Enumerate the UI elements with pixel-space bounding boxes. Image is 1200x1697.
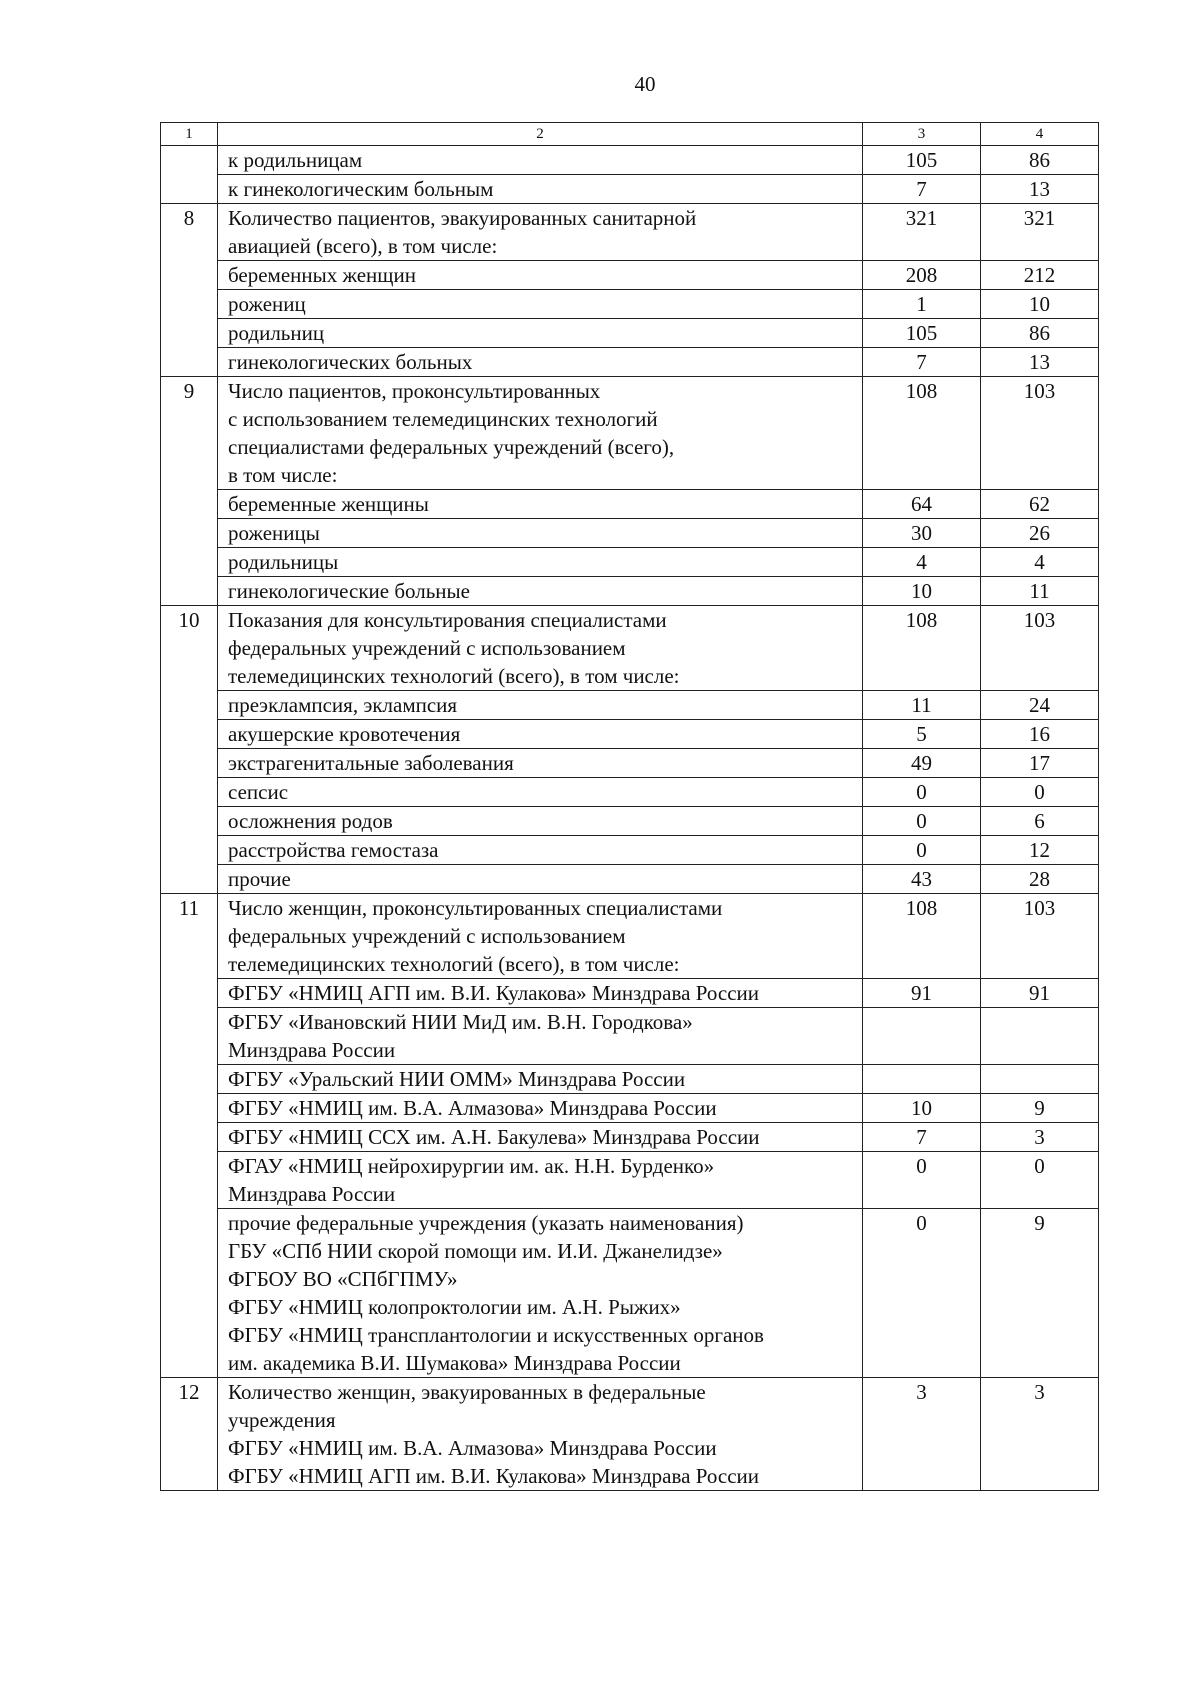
value-column-3: 30 [863,519,981,548]
value-column-4: 86 [981,146,1099,175]
row-label-line: ФГБУ «Уральский НИИ ОММ» Минздрава России [228,1067,686,1091]
value-column-4: 24 [981,691,1099,720]
row-label [218,577,863,606]
row-label-line: в том числе: [228,463,338,487]
row-label-line: преэклампсия, эклампсия [228,693,458,717]
value-column-3: 321 [863,204,981,261]
row-label [218,1152,863,1209]
row-label [218,836,863,865]
table-row [161,490,1099,519]
row-label-line: роженицы [228,521,320,545]
value-column-3: 0 [863,1209,981,1378]
statistics-table [160,122,1099,1491]
row-label [218,261,863,290]
row-label-line: осложнения родов [228,809,393,833]
value-column-3: 7 [863,348,981,377]
table-row [161,577,1099,606]
table-row [161,348,1099,377]
value-column-3: 64 [863,490,981,519]
value-column-3: 3 [863,1378,981,1491]
row-label-line: сепсис [228,780,289,804]
row-number: 11 [161,894,218,1378]
row-label-line: телемедицинских технологий (всего), в том числе: [228,664,680,688]
value-column-3: 208 [863,261,981,290]
value-column-3: 10 [863,1094,981,1123]
value-column-4: 26 [981,519,1099,548]
row-label-line: специалистами федеральных учреждений (всего), [228,435,675,459]
value-column-4: 4 [981,548,1099,577]
table-row [161,319,1099,348]
value-column-3: 49 [863,749,981,778]
value-column-3: 43 [863,865,981,894]
table-row [161,778,1099,807]
row-label [218,490,863,519]
row-label-line: гинекологических больных [228,350,473,374]
value-column-3: 1 [863,290,981,319]
row-label [218,519,863,548]
value-column-4: 9 [981,1094,1099,1123]
row-label [218,319,863,348]
value-column-4: 17 [981,749,1099,778]
value-column-3: 91 [863,979,981,1008]
value-column-4: 103 [981,377,1099,490]
row-label-line: прочие федеральные учреждения (указать наименования) [228,1211,744,1235]
column-number-row [161,123,1099,146]
value-column-4: 9 [981,1209,1099,1378]
row-number: 10 [161,606,218,894]
value-column-4: 10 [981,290,1099,319]
value-column-4: 11 [981,577,1099,606]
row-label-line: ФГБУ «НМИЦ трансплантологии и искусственных органов [228,1323,764,1347]
row-label-line: Количество пациентов, эвакуированных санитарной [228,206,697,230]
value-column-4: 103 [981,606,1099,691]
row-label-line: акушерские кровотечения [228,722,461,746]
value-column-3: 7 [863,175,981,204]
row-label [218,290,863,319]
value-column-3: 0 [863,836,981,865]
table-row [161,606,1099,691]
value-column-3: 7 [863,1123,981,1152]
value-column-3: 105 [863,319,981,348]
row-label-line: Минздрава России [228,1182,396,1206]
row-label [218,1094,863,1123]
value-column-3: 108 [863,377,981,490]
row-label-line: ФГБУ «НМИЦ им. В.А. Алмазова» Минздрава России [228,1096,717,1120]
row-number [161,146,218,204]
row-label-line: ФГАУ «НМИЦ нейрохирургии им. ак. Н.Н. Бурденко» [228,1154,715,1178]
value-column-3: 11 [863,691,981,720]
row-label-line: ФГБУ «НМИЦ колопроктологии им. А.Н. Рыжих» [228,1295,681,1319]
row-label-line: ФГБУ «НМИЦ им. В.А. Алмазова» Минздрава России [228,1436,717,1460]
value-column-4 [981,1065,1099,1094]
value-column-4: 6 [981,807,1099,836]
table-row [161,146,1099,175]
row-label [218,377,863,490]
table-row [161,1152,1099,1209]
row-label [218,175,863,204]
table-row [161,691,1099,720]
table-row [161,377,1099,490]
row-number: 8 [161,204,218,377]
table-row [161,865,1099,894]
row-label [218,778,863,807]
row-label-line: экстрагенитальные заболевания [228,751,514,775]
value-column-3 [863,1008,981,1065]
column-number-3: 3 [863,123,981,146]
table-row [161,979,1099,1008]
table-row [161,548,1099,577]
table-row [161,749,1099,778]
row-label-line: Число женщин, проконсультированных специалистами [228,896,723,920]
row-label [218,606,863,691]
row-label-line: ФГБОУ ВО «СПбГПМУ» [228,1267,458,1291]
row-label-line: федеральных учреждений с использованием [228,924,626,948]
value-column-3: 0 [863,1152,981,1209]
value-column-3: 105 [863,146,981,175]
row-label-line: беременных женщин [228,263,416,287]
row-label-line: ФГБУ «НМИЦ АГП им. В.И. Кулакова» Минздрава России [228,981,759,1005]
column-number-1: 1 [161,123,218,146]
value-column-3: 5 [863,720,981,749]
row-label-line: ФГБУ «НМИЦ ССХ им. А.Н. Бакулева» Минздрава России [228,1125,760,1149]
table-row [161,1209,1099,1378]
value-column-3: 4 [863,548,981,577]
value-column-4: 13 [981,348,1099,377]
row-label-line: ГБУ «СПб НИИ скорой помощи им. И.И. Джанелидзе» [228,1239,723,1263]
row-label [218,1378,863,1491]
row-label [218,146,863,175]
row-label [218,749,863,778]
column-number-4: 4 [981,123,1099,146]
row-label [218,348,863,377]
value-column-3: 108 [863,606,981,691]
row-label [218,548,863,577]
row-label-line: Показания для консультирования специалистами [228,608,667,632]
value-column-4: 12 [981,836,1099,865]
value-column-4: 212 [981,261,1099,290]
value-column-3 [863,1065,981,1094]
row-label-line: учреждения [228,1408,336,1432]
value-column-4: 321 [981,204,1099,261]
table-row [161,807,1099,836]
row-label-line: прочие [228,867,291,891]
row-label [218,979,863,1008]
table-row [161,894,1099,979]
row-label-line: к родильницам [228,148,363,172]
row-label-line: беременные женщины [228,492,429,516]
value-column-4: 86 [981,319,1099,348]
row-number: 12 [161,1378,218,1491]
row-label-line: Число пациентов, проконсультированных [228,379,601,403]
table-row [161,720,1099,749]
row-label-line: им. академика В.И. Шумакова» Минздрава России [228,1351,681,1375]
row-label-line: авиацией (всего), в том числе: [228,234,498,258]
value-column-4: 0 [981,778,1099,807]
table-row [161,290,1099,319]
row-label-line: ФГБУ «Ивановский НИИ МиД им. В.Н. Городкова» [228,1010,693,1034]
row-label [218,894,863,979]
value-column-3: 108 [863,894,981,979]
page-number: 40 [634,72,656,96]
row-label-line: Количество женщин, эвакуированных в федеральные [228,1380,706,1404]
value-column-3: 0 [863,778,981,807]
table-row [161,836,1099,865]
table-row [161,204,1099,261]
table-row [161,1378,1099,1491]
row-label [218,1209,863,1378]
value-column-4: 62 [981,490,1099,519]
row-label [218,204,863,261]
row-label [218,865,863,894]
row-label [218,807,863,836]
table-row [161,519,1099,548]
value-column-4: 91 [981,979,1099,1008]
row-label-line: ФГБУ «НМИЦ АГП им. В.И. Кулакова» Минздрава России [228,1464,759,1488]
row-label-line: гинекологические больные [228,579,470,603]
row-label [218,720,863,749]
row-label-line: телемедицинских технологий (всего), в том числе: [228,952,680,976]
row-label [218,691,863,720]
column-number-2: 2 [218,123,863,146]
row-label-line: Минздрава России [228,1038,396,1062]
table-row [161,1094,1099,1123]
value-column-3: 10 [863,577,981,606]
row-label [218,1123,863,1152]
row-label-line: родильницы [228,550,339,574]
value-column-4: 103 [981,894,1099,979]
table-row [161,1123,1099,1152]
table-row [161,261,1099,290]
value-column-4: 3 [981,1123,1099,1152]
row-label-line: родильниц [228,321,325,345]
value-column-4: 16 [981,720,1099,749]
value-column-4 [981,1008,1099,1065]
row-label [218,1008,863,1065]
row-label-line: рожениц [228,292,306,316]
row-label [218,1065,863,1094]
table-row [161,1065,1099,1094]
row-label-line: федеральных учреждений с использованием [228,636,626,660]
value-column-4: 13 [981,175,1099,204]
value-column-4: 28 [981,865,1099,894]
row-label-line: расстройства гемостаза [228,838,439,862]
row-label-line: с использованием телемедицинских технологий [228,407,658,431]
value-column-4: 3 [981,1378,1099,1491]
row-label-line: к гинекологическим больным [228,177,494,201]
value-column-4: 0 [981,1152,1099,1209]
table-row [161,1008,1099,1065]
table-row [161,175,1099,204]
value-column-3: 0 [863,807,981,836]
row-number: 9 [161,377,218,606]
